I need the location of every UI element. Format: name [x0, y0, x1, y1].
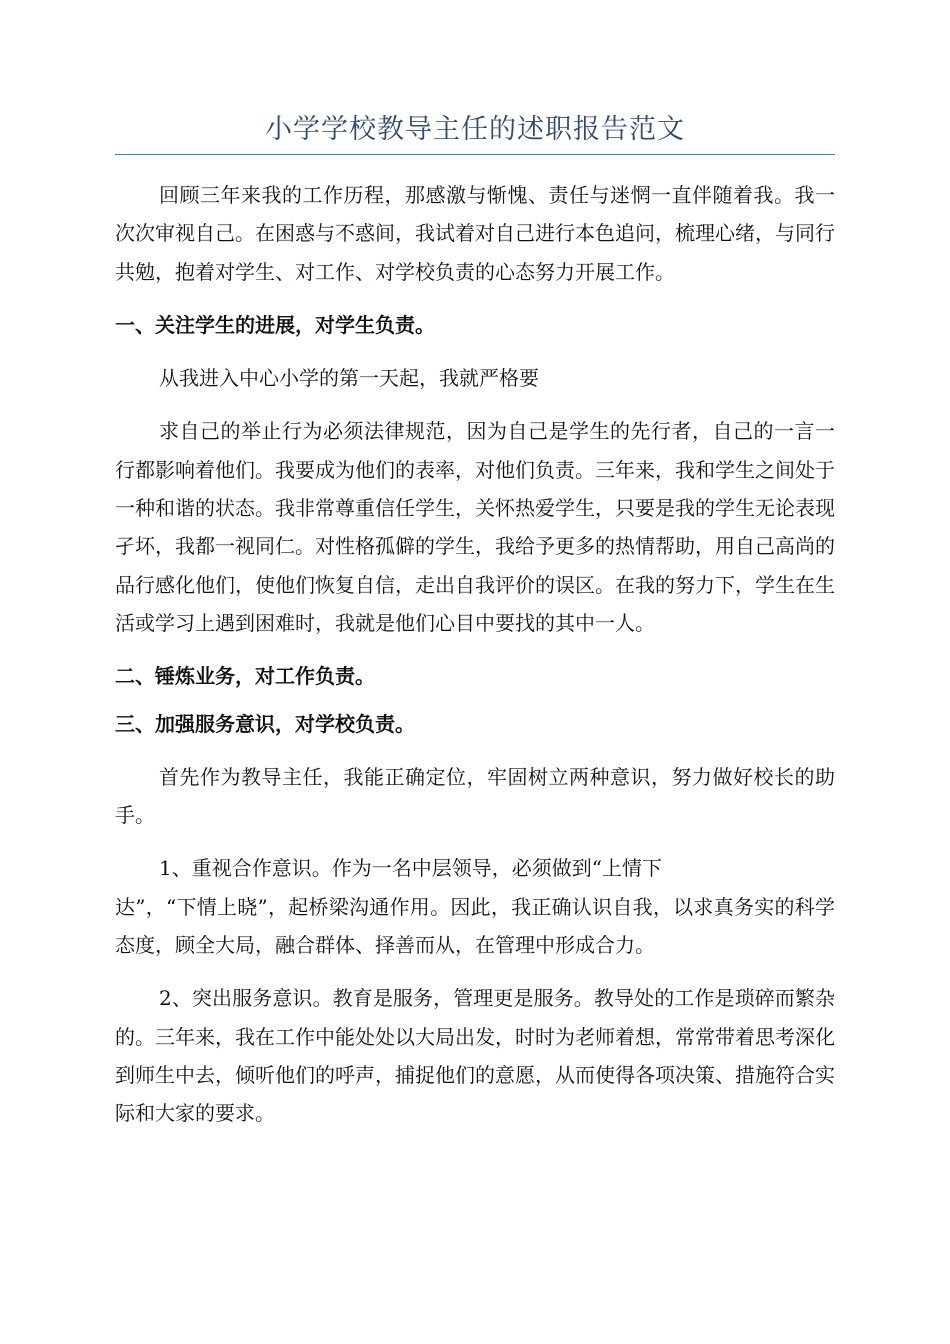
document-title: 小学学校教导主任的述职报告范文	[265, 114, 685, 145]
section-heading-1: 一、关注学生的进展，对学生负责。	[115, 312, 435, 337]
paragraph-item1-start: 1、重视合作意识。作为一名中层领导，必须做到“上情下	[159, 856, 662, 881]
paragraph-item2: 2、突出服务意识。教育是服务，管理更是服务。教导处的工作是琐碎而繁杂的。三年来，我在工作中能处处以大局出发，时时为老师着想，常常带着思考深化到师生中去，倾听他们的呼声，捕捉他们的意愿，从而使得各项决策、措施符合实际和大家的要求。	[115, 986, 835, 1126]
title-underline	[115, 154, 835, 155]
document-body	[115, 176, 835, 1133]
paragraph-section3-intro: 首先作为教导主任，我能正确定位，牢固树立两种意识，努力做好校长的助手。	[115, 764, 835, 828]
paragraph-section1-start: 从我进入中心小学的第一天起，我就严格要	[159, 366, 539, 391]
paragraph-section1-body: 求自己的举止行为必须法律规范，因为自己是学生的先行者，自己的一言一行都影响着他们。我要成为他们的表率，对他们负责。三年来，我和学生之间处于一种和谐的状态。我非常尊重信任学生，关怀热爱学生，只要是我的学生无论表现孑坏，我都一视同仁。对性格孤僻的学生，我给予更多的热情帮助，用自己高尚的品行感化他们，使他们恢复自信，走出自我评价的误区。在我的努力下，学生在生活或学习上遇到困难时，我就是他们心目中要找的其中一人。	[115, 419, 835, 635]
section-heading-3: 三、加强服务意识，对学校负责。	[115, 711, 415, 736]
paragraph-intro: 回顾三年来我的工作历程，那感激与惭愧、责任与迷惘一直伴随着我。我一次次审视自己。在困惑与不惑间，我试着对自己进行本色追问，梳理心绪，与同行共勉，抱着对学生、对工作、对学校负责的心态努力开展工作。	[115, 183, 835, 284]
paragraph-item1-body: 达”，“下情上晓”，起桥梁沟通作用。因此，我正确认识自我，以求真务实的科学态度，顾全大局，融合群体、择善而从，在管理中形成合力。	[115, 894, 835, 958]
section-heading-2: 二、锤炼业务，对工作负责。	[115, 664, 375, 689]
